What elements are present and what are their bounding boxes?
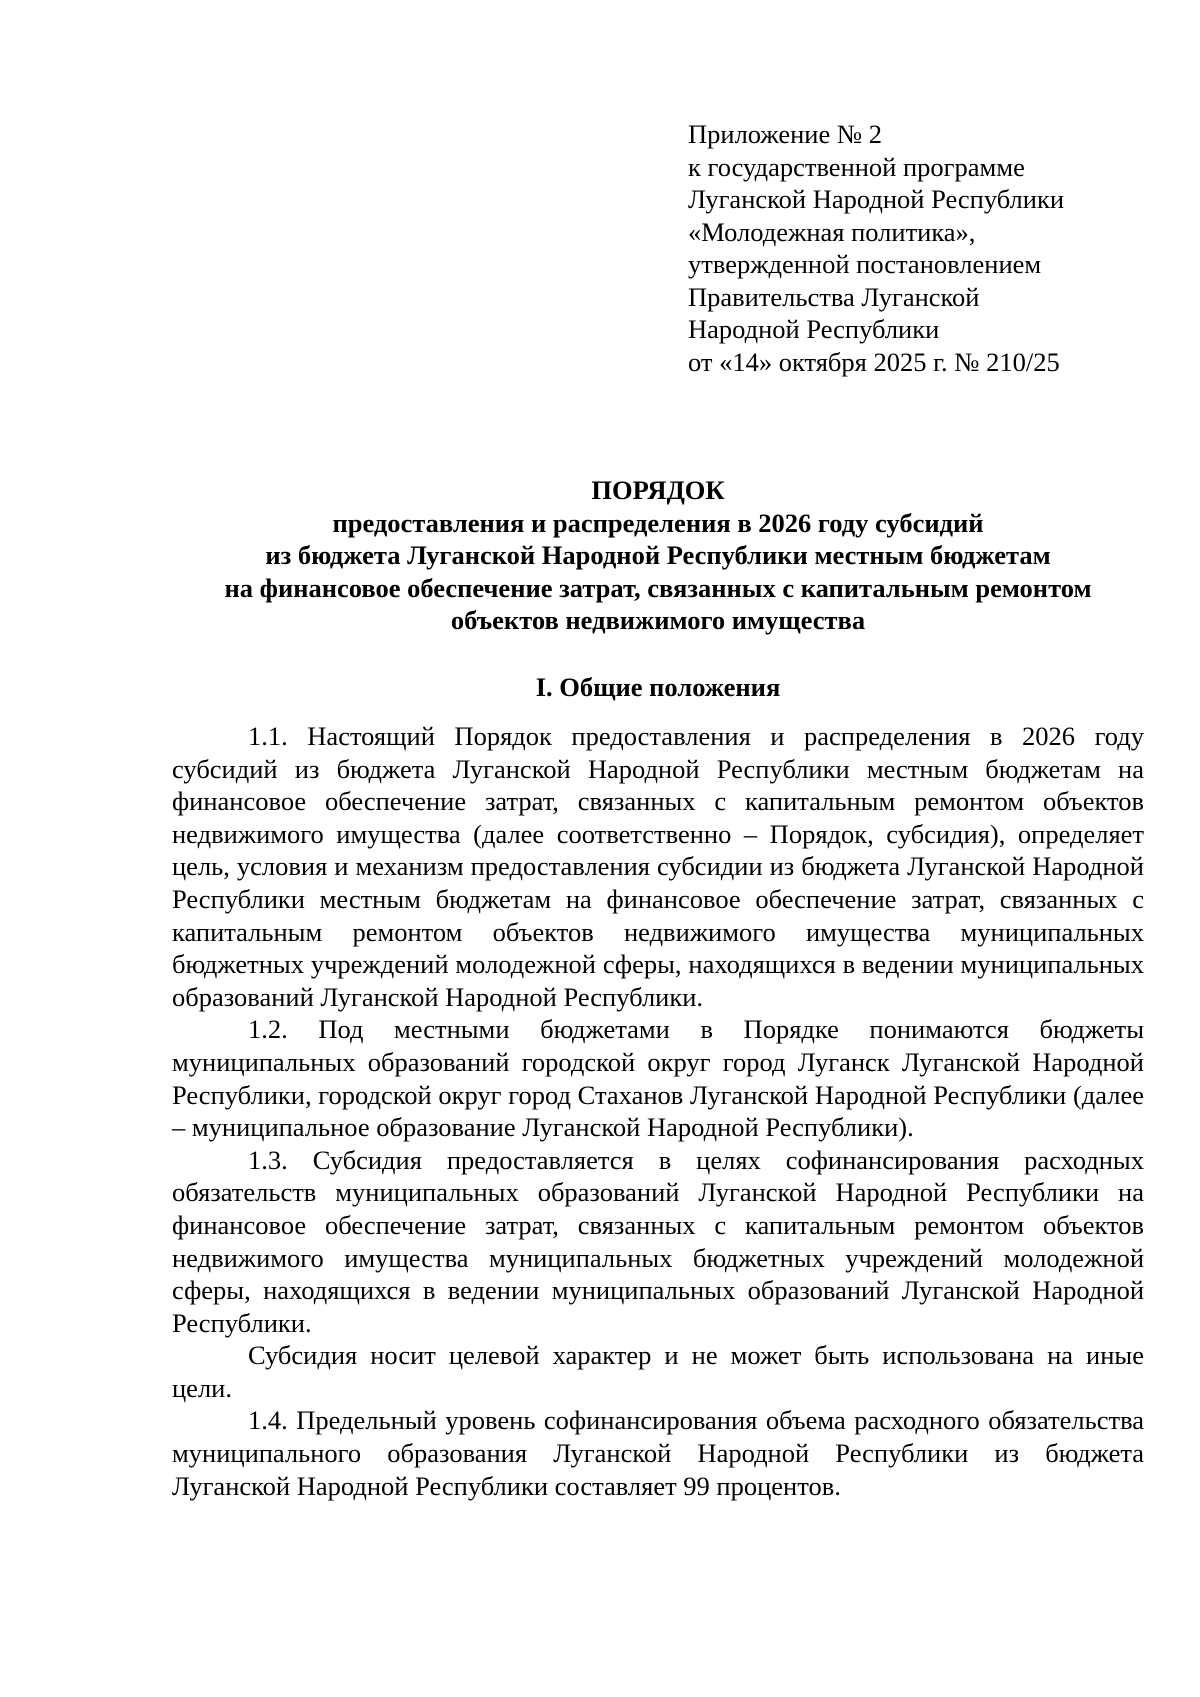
appendix-line: «Молодежная политика», — [688, 216, 976, 247]
appendix-line: Приложение № 2 — [688, 119, 883, 149]
paragraph-purpose-note: Субсидия носит целевой характер и не может быть использована на иные цели. — [172, 1340, 1144, 1403]
title-line: на финансовое обеспечение затрат, связанных с капитальным ремонтом — [224, 572, 1092, 603]
section-body — [172, 720, 1144, 1502]
section-heading: I. Общие положения — [535, 672, 781, 702]
appendix-line: Правительства Луганской — [688, 281, 980, 312]
title-line: объектов недвижимого имущества — [450, 605, 866, 636]
appendix-line: Народной Республики — [688, 314, 940, 344]
paragraph-1-3: 1.3. Субсидия предоставляется в целях софинансирования расходных обязательств муниципальных образований Луганской Народной Республики на финансовое обеспечение затрат, связанных с капитальным ремонтом объектов недвижимого имущества муниципальных бюджетных учреждений молодежной сферы, находящихся в ведении муниципальных образований Луганской Народной Республики. — [172, 1144, 1144, 1338]
appendix-line: утвержденной постановлением — [688, 249, 1042, 279]
title-line: из бюджета Луганской Народной Республики местным бюджетам — [265, 540, 1051, 571]
paragraph-1-1: 1.1. Настоящий Порядок предоставления и распределения в 2026 году субсидий из бюджета Луганской Народной Республики местным бюджетам на финансовое обеспечение затрат, связанных с капитальным ремонтом объектов недвижимого имущества (далее соответственно – Порядок, субсидия), определяет цель, условия и механизм предоставления субсидии из бюджета Луганской Народной Республики местным бюджетам на финансовое обеспечение затрат, связанных с капитальным ремонтом объектов недвижимого имущества муниципальных бюджетных учреждений молодежной сферы, находящихся в ведении муниципальных образований Луганской Народной Республики. — [172, 721, 1144, 1012]
document-title — [172, 474, 1144, 637]
title-heading: ПОРЯДОК — [591, 475, 725, 505]
paragraph-1-2: 1.2. Под местными бюджетами в Порядке понимаются бюджеты муниципальных образований городской округ город Луганск Луганской Народной Республики, городской округ город Стаханов Луганской Народной Республики (далее – муниципальное образование Луганской Народной Республики). — [172, 1014, 1144, 1143]
title-line: предоставления и распределения в 2026 году субсидий — [332, 507, 984, 538]
appendix-line: к государственной программе — [688, 151, 1025, 182]
paragraph-1-4: 1.4. Предельный уровень софинансирования объема расходного обязательства муниципального образования Луганской Народной Республики из бюджета Луганской Народной Республики составляет 99 процентов. — [172, 1405, 1144, 1501]
appendix-line: Луганской Народной Республики — [688, 184, 1065, 214]
appendix-block — [688, 118, 1158, 378]
appendix-line: от «14» октября 2025 г. № 210/25 — [688, 346, 1060, 377]
